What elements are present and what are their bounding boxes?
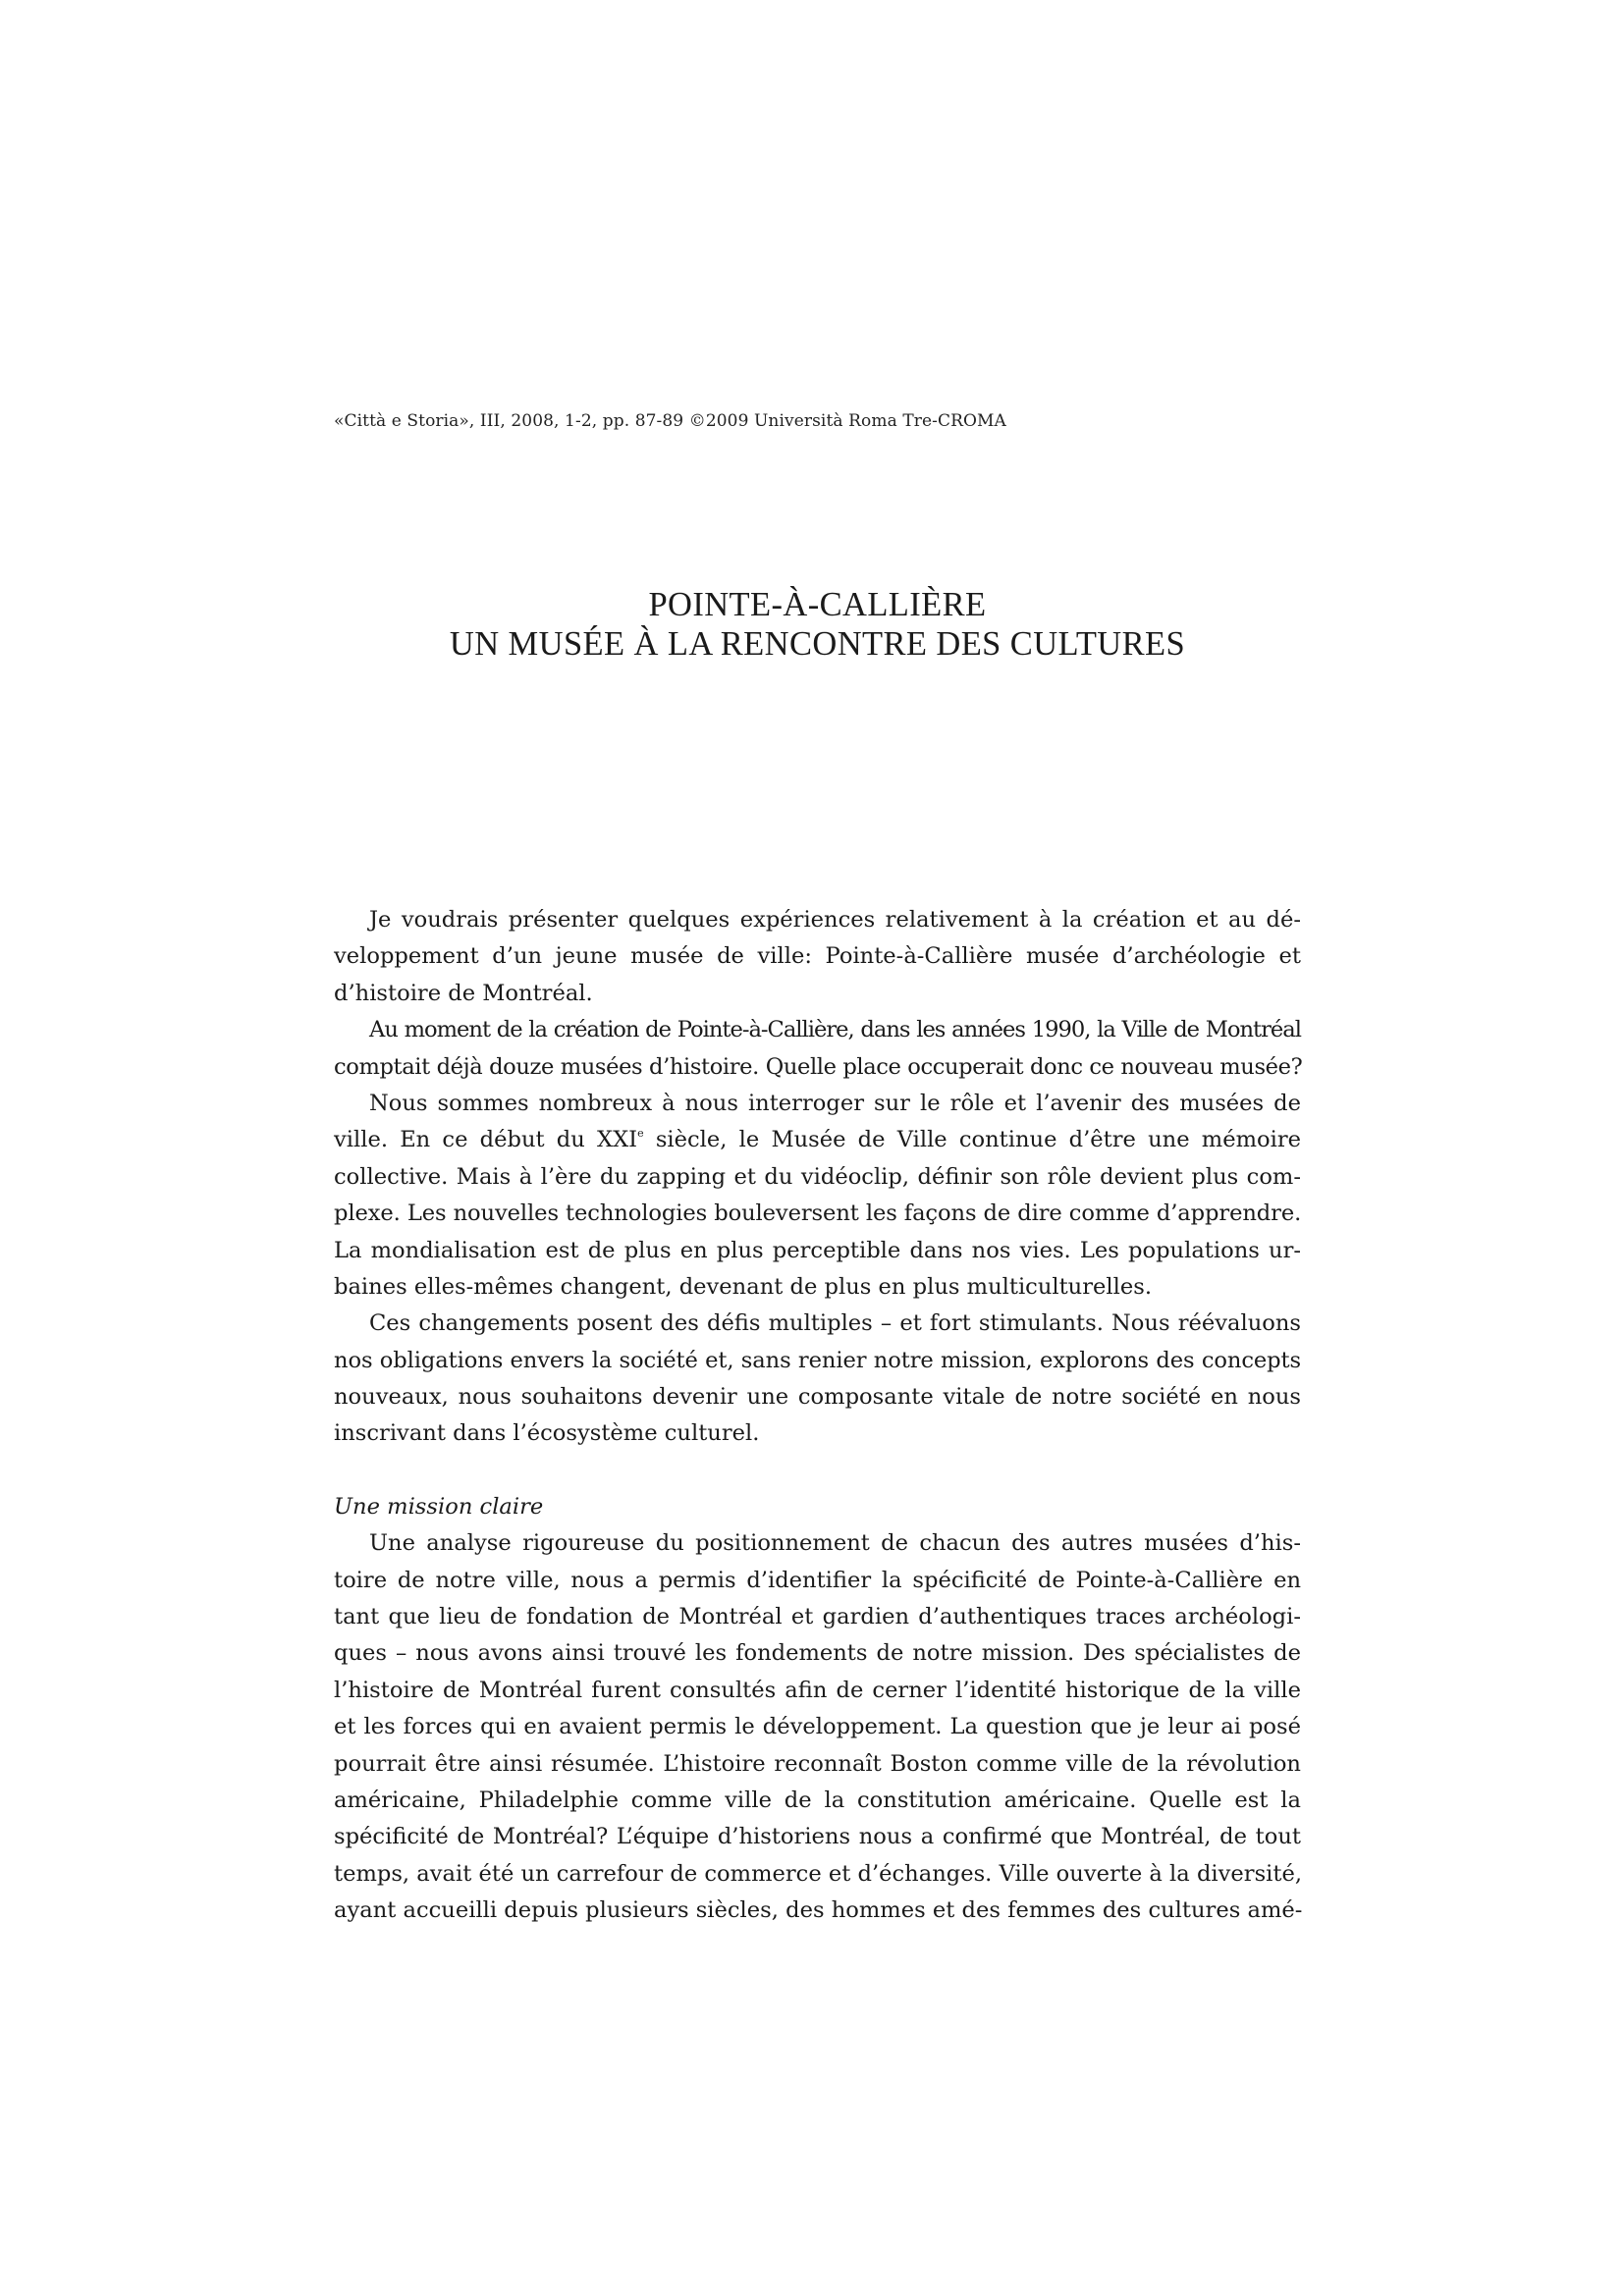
paragraph-3 (334, 1086, 1301, 1306)
text-line: pourrait être ainsi résumée. L’histoire reconnaît Boston comme ville de la révolution (334, 1750, 1301, 1777)
text-line: spécificité de Montréal? L’équipe d’historiens nous a confirmé que Montréal, de tout (334, 1824, 1301, 1850)
paragraph-1 (334, 902, 1301, 1012)
text-line: l’histoire de Montréal furent consultés afin de cerner l’identité historique de la ville (334, 1677, 1301, 1703)
text-line: inscrivant dans l’écosystème culturel. (334, 1420, 760, 1447)
article-body (334, 902, 1301, 1930)
text-line: américaine, Philadelphie comme ville de la constitution américaine. Quelle est la (334, 1787, 1301, 1813)
text-line: et les forces qui en avaient permis le développement. La question que je leur ai posé (334, 1714, 1301, 1740)
text-line: Au moment de la création de Pointe-à-Callière, dans les années 1990, la Ville de Montréal (369, 1017, 1301, 1043)
running-head-citation: «Città e Storia», III, 2008, 1-2, pp. 87-89 ©2009 Università Roma Tre-CROMA (334, 411, 1006, 431)
text-line: Une analyse rigoureuse du positionnement de chacun des autres musées d’his- (369, 1530, 1301, 1557)
article-title (334, 585, 1301, 664)
text-line: toire de notre ville, nous a permis d’identifier la spécificité de Pointe-à-Callière en (334, 1567, 1301, 1593)
text-line: nos obligations envers la société et, sans renier notre mission, explorons des concepts (334, 1347, 1301, 1373)
paragraph-4 (334, 1306, 1301, 1453)
text-line: Ces changements posent des défis multiples – et fort stimulants. Nous réévaluons (369, 1310, 1301, 1337)
text-line: Je voudrais présenter quelques expériences relativement à la création et au dé- (369, 907, 1301, 933)
text-line: ques – nous avons ainsi trouvé les fondements de notre mission. Des spécialistes de (334, 1640, 1301, 1667)
paragraph-5 (334, 1525, 1301, 1929)
text-line: tant que lieu de fondation de Montréal et gardien d’authentiques traces archéologi- (334, 1604, 1301, 1630)
text-line: collective. Mais à l’ère du zapping et du vidéoclip, définir son rôle devient plus com- (334, 1163, 1301, 1190)
section-heading: Une mission claire (334, 1493, 544, 1520)
title-line-2: UN MUSÉE À LA RENCONTRE DES CULTURES (449, 625, 1186, 663)
text-line: nouveaux, nous souhaitons devenir une composante vitale de notre société en nous (334, 1384, 1301, 1411)
text-line: plexe. Les nouvelles technologies bouleversent les façons de dire comme d’apprendre. (334, 1201, 1302, 1227)
text-fragment: ville. En ce début du XXI (334, 1127, 638, 1153)
text-line: d’histoire de Montréal. (334, 980, 593, 1006)
title-line-1: POINTE-À-CALLIÈRE (648, 586, 987, 623)
paragraph-2 (334, 1012, 1301, 1086)
text-line: baines elles-mêmes changent, devenant de plus en plus multiculturelles. (334, 1273, 1153, 1300)
text-line: comptait déjà douze musées d’histoire. Quelle place occuperait donc ce nouveau musée? (334, 1053, 1303, 1080)
text-line: veloppement d’un jeune musée de ville: Pointe-à-Callière musée d’archéologie et (334, 943, 1301, 970)
text-line: temps, avait été un carrefour de commerce et d’échanges. Ville ouverte à la diversité, (334, 1860, 1303, 1887)
text-line: ayant accueilli depuis plusieurs siècles, des hommes et des femmes des cultures amé- (334, 1897, 1303, 1924)
text-line-with-superscript (334, 1122, 1301, 1158)
text-fragment: siècle, le Musée de Ville continue d’être une mémoire (643, 1127, 1302, 1153)
text-line: La mondialisation est de plus en plus perceptible dans nos vies. Les populations ur- (334, 1237, 1301, 1263)
superscript: e (637, 1127, 644, 1141)
text-line: Nous sommes nombreux à nous interroger sur le rôle et l’avenir des musées de (369, 1090, 1301, 1116)
